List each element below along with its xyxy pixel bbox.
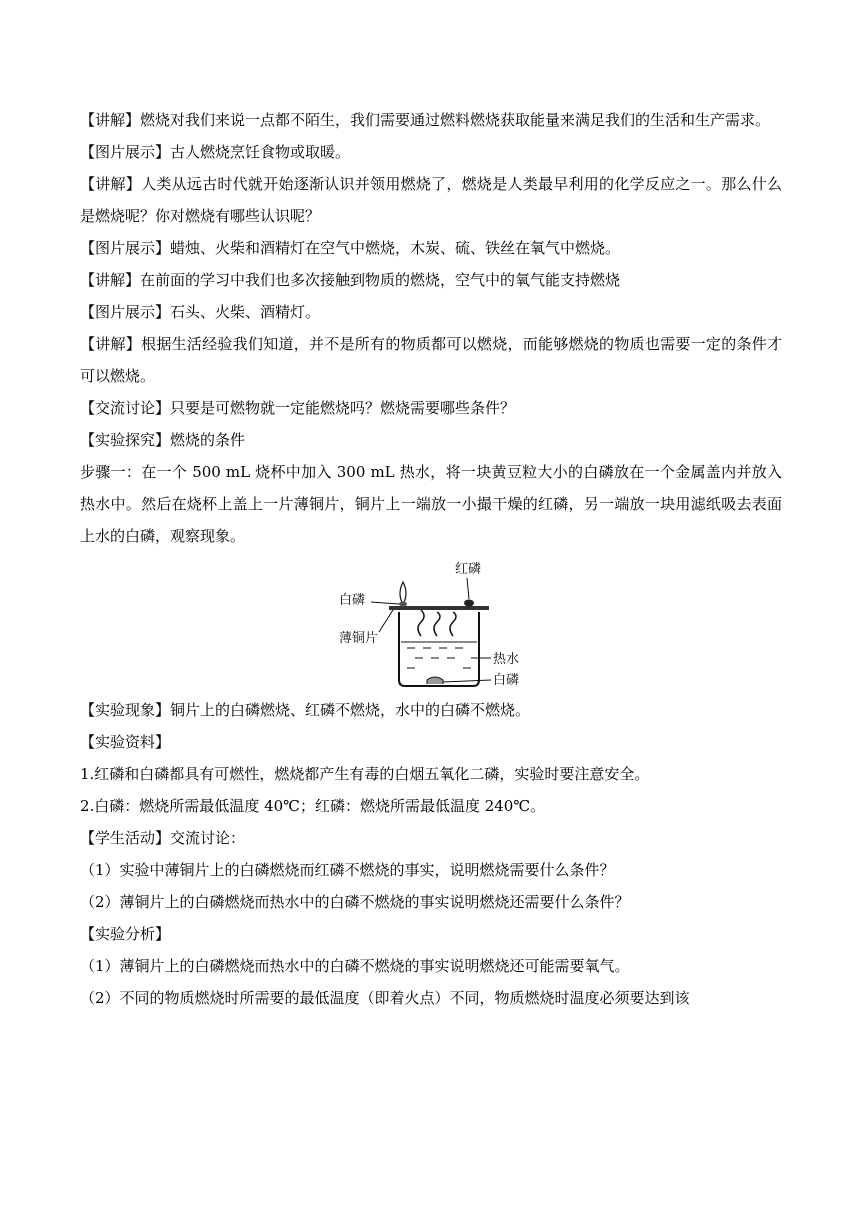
label-copper-sheet: 薄铜片 [339, 631, 379, 646]
paragraph-question-1: （1）实验中薄铜片上的白磷燃烧而红磷不燃烧的事实，说明燃烧需要什么条件？ [80, 861, 615, 879]
white-phosphorus-top [399, 602, 407, 607]
experiment-figure [80, 554, 782, 694]
paragraph-lecture-3: 【讲解】在前面的学习中我们也多次接触到物质的燃烧，空气中的氧气能支持燃烧 [80, 271, 621, 289]
paragraph-lecture-1: 【讲解】燃烧对我们来说一点都不陌生，我们需要通过燃料燃烧获取能量来满足我们的生活和生产需求。 [80, 111, 771, 129]
label-white-phosphorus-bottom: 白磷 [493, 673, 520, 688]
paragraph-materials-title: 【实验资料】 [80, 733, 171, 751]
paragraph-image-show-1: 【图片展示】古人燃烧烹饪食物或取暖。 [80, 143, 351, 161]
steam-icon [434, 612, 440, 636]
leader-line [443, 680, 491, 682]
label-red-phosphorus: 红磷 [455, 562, 482, 577]
steam-icon [450, 612, 456, 636]
beaker-diagram [331, 556, 531, 692]
leader-line [379, 610, 393, 632]
paragraph-experiment-title: 【实验探究】燃烧的条件 [80, 431, 246, 449]
paragraph-step-one: 步骤一：在一个 500 mL 烧杯中加入 300 mL 热水，将一块黄豆粒大小的白磷放在一个金属盖内并放入热水中。然后在烧杯上盖上一片薄铜片，铜片上一端放一小撮干燥的红磷，另一端放一块用滤纸吸去表面上水的白磷，观察现象。 [80, 463, 782, 545]
paragraph-analysis-1: （1）薄铜片上的白磷燃烧而热水中的白磷不燃烧的事实说明燃烧还可能需要氧气。 [80, 957, 630, 975]
beaker [399, 612, 479, 686]
metal-lid [427, 677, 443, 684]
label-hot-water: 热水 [493, 652, 520, 667]
paragraph-material-1: 1.红磷和白磷都具有可燃性，燃烧都产生有毒的白烟五氧化二磷，实验时要注意安全。 [80, 765, 650, 783]
paragraph-image-show-2: 【图片展示】蜡烛、火柴和酒精灯在空气中燃烧，木炭、硫、铁丝在氧气中燃烧。 [80, 239, 621, 257]
paragraph-image-show-3: 【图片展示】石头、火柴、酒精灯。 [80, 303, 321, 321]
paragraph-material-2: 2.白磷：燃烧所需最低温度 40℃；红磷：燃烧所需最低温度 240℃。 [80, 797, 546, 815]
paragraph-lecture-4: 【讲解】根据生活经验我们知道，并不是所有的物质都可以燃烧，而能够燃烧的物质也需要一定的条件才可以燃烧。 [80, 335, 782, 385]
paragraph-analysis-title: 【实验分析】 [80, 925, 171, 943]
red-phosphorus [464, 600, 474, 607]
paragraph-phenomenon: 【实验现象】铜片上的白磷燃烧、红磷不燃烧，水中的白磷不燃烧。 [80, 701, 531, 719]
document-body [80, 104, 782, 1014]
paragraph-question-2: （2）薄铜片上的白磷燃烧而热水中的白磷不燃烧的事实说明燃烧还需要什么条件？ [80, 893, 630, 911]
leader-line [371, 602, 399, 604]
flame-icon [400, 582, 406, 604]
leader-line [467, 578, 469, 599]
paragraph-student-activity: 【学生活动】交流讨论： [80, 829, 246, 847]
label-white-phosphorus-top: 白磷 [339, 593, 366, 608]
paragraph-analysis-2: （2）不同的物质燃烧时所需要的最低温度（即着火点）不同，物质燃烧时温度必须要达到该 [80, 989, 690, 1007]
paragraph-discussion: 【交流讨论】只要是可燃物就一定能燃烧吗？燃烧需要哪些条件？ [80, 399, 516, 417]
paragraph-lecture-2: 【讲解】人类从远古时代就开始逐渐认识并领用燃烧了，燃烧是人类最早利用的化学反应之一。那么什么是燃烧呢？你对燃烧有哪些认识呢？ [80, 175, 782, 225]
steam-icon [418, 610, 424, 636]
copper-sheet [389, 606, 489, 610]
